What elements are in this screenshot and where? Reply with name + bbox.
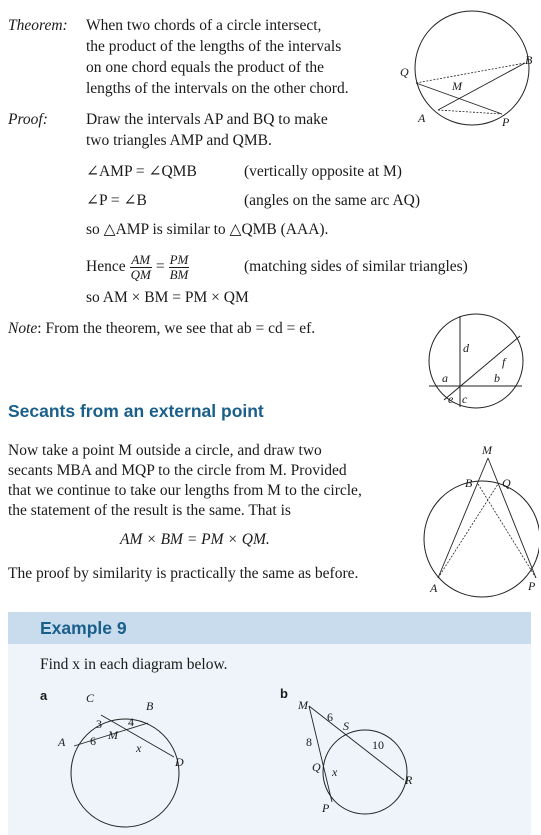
secants-line-1: Now take a point M outside a circle, and draw two — [8, 442, 322, 459]
intersecting-chords-diagram — [392, 8, 541, 134]
label-x: x — [136, 741, 142, 755]
label-c: c — [462, 392, 468, 406]
fraction-pm-bm — [169, 253, 190, 282]
theorem-label: Theorem: — [8, 17, 68, 34]
label-m: M — [298, 698, 308, 712]
label-x: x — [332, 765, 338, 779]
label-d: D — [175, 755, 184, 769]
example-a-diagram — [50, 690, 200, 830]
fraction-am-qm — [130, 253, 152, 282]
proof-step-2-statement: ∠P = ∠B — [86, 192, 147, 209]
label-p: P — [502, 115, 510, 129]
secants-heading: Secants from an external point — [8, 401, 264, 421]
secants-formula: AM × BM = PM × QM. — [120, 531, 270, 548]
secants-line-2: secants MBA and MQP to the circle from M. Provided — [8, 462, 347, 479]
label-d: d — [463, 341, 469, 355]
label-b: B — [525, 53, 533, 67]
proof-similar: so △AMP is similar to △QMB (AAA). — [86, 221, 329, 238]
label-r: R — [405, 773, 413, 787]
theorem-line-3: on one chord equals the product of the — [86, 59, 325, 76]
three-chords-diagram — [422, 310, 539, 410]
label-c: C — [86, 691, 95, 705]
theorem-line-2: the product of the lengths of the intervals — [86, 38, 342, 55]
theorem-line-4: lengths of the intervals on the other chord. — [86, 80, 349, 97]
label-b: B — [465, 476, 473, 490]
segment-aq — [438, 484, 498, 578]
example-prompt: Find x in each diagram below. — [40, 656, 228, 673]
label-10: 10 — [372, 738, 384, 752]
label-a: A — [430, 581, 438, 595]
theorem-line-1: When two chords of a circle intersect, — [86, 17, 322, 34]
label-8: 8 — [306, 735, 312, 749]
label-m: M — [482, 443, 492, 457]
proof-step-1-reason: (vertically opposite at M) — [244, 163, 402, 180]
label-a: A — [58, 735, 66, 749]
note-label: Note — [8, 320, 38, 337]
chord-qb — [416, 63, 525, 83]
proof-intro-2: two triangles AMP and QMB. — [86, 132, 272, 149]
proof-intro-1: Draw the intervals AP and BQ to make — [86, 111, 328, 128]
note-text: : From the theorem, we see that ab = cd = ef. — [37, 320, 316, 337]
label-e: e — [448, 392, 454, 406]
label-b: B — [146, 699, 154, 713]
label-p: P — [528, 579, 536, 593]
proof-step-1-statement: ∠AMP = ∠QMB — [86, 163, 197, 180]
note-row — [8, 319, 315, 339]
frac2-numerator: PM — [169, 251, 189, 267]
label-f: f — [502, 355, 506, 369]
proof-conclusion: so AM × BM = PM × QM — [86, 289, 249, 306]
part-a-label: a — [40, 688, 48, 703]
frac1-denominator: QM — [130, 266, 151, 282]
label-q: Q — [502, 476, 511, 490]
proof-step-2-reason: (angles on the same arc AQ) — [244, 192, 421, 209]
proof-label: Proof: — [8, 111, 48, 128]
label-3: 3 — [96, 717, 102, 731]
hence-reason: (matching sides of similar triangles) — [244, 258, 468, 275]
label-q: Q — [312, 760, 321, 774]
secants-line-3: that we continue to take our lengths from M to the circle, — [8, 482, 362, 499]
label-6: 6 — [327, 710, 333, 724]
segment-bp — [478, 484, 536, 578]
label-m: M — [452, 79, 462, 93]
frac1-numerator: AM — [131, 251, 151, 267]
circle — [424, 481, 539, 597]
circle — [71, 719, 179, 827]
label-p: P — [322, 801, 330, 815]
secants-closing: The proof by similarity is practically the same as before. — [8, 565, 359, 582]
label-4: 4 — [128, 715, 134, 729]
label-m: M — [108, 728, 118, 742]
hence-label: Hence — [86, 258, 126, 275]
label-6: 6 — [90, 734, 96, 748]
label-s: S — [343, 719, 349, 733]
example-title: Example 9 — [40, 618, 127, 638]
equals-sign: = — [155, 258, 165, 275]
example-b-diagram — [288, 690, 428, 830]
proof-hence-row — [86, 253, 189, 281]
chord-ef — [444, 336, 520, 400]
label-a: a — [442, 371, 448, 385]
secants-line-4: the statement of the result is the same. That is — [8, 502, 291, 519]
part-b-label: b — [280, 686, 288, 701]
secant-mqp — [488, 458, 536, 578]
label-a: A — [418, 111, 426, 125]
circle — [429, 314, 523, 408]
label-q: Q — [400, 65, 409, 79]
frac2-denominator: BM — [169, 266, 189, 282]
circle — [415, 11, 529, 125]
secants-diagram — [418, 438, 539, 598]
label-b: b — [494, 371, 500, 385]
secant-mba — [438, 458, 488, 578]
